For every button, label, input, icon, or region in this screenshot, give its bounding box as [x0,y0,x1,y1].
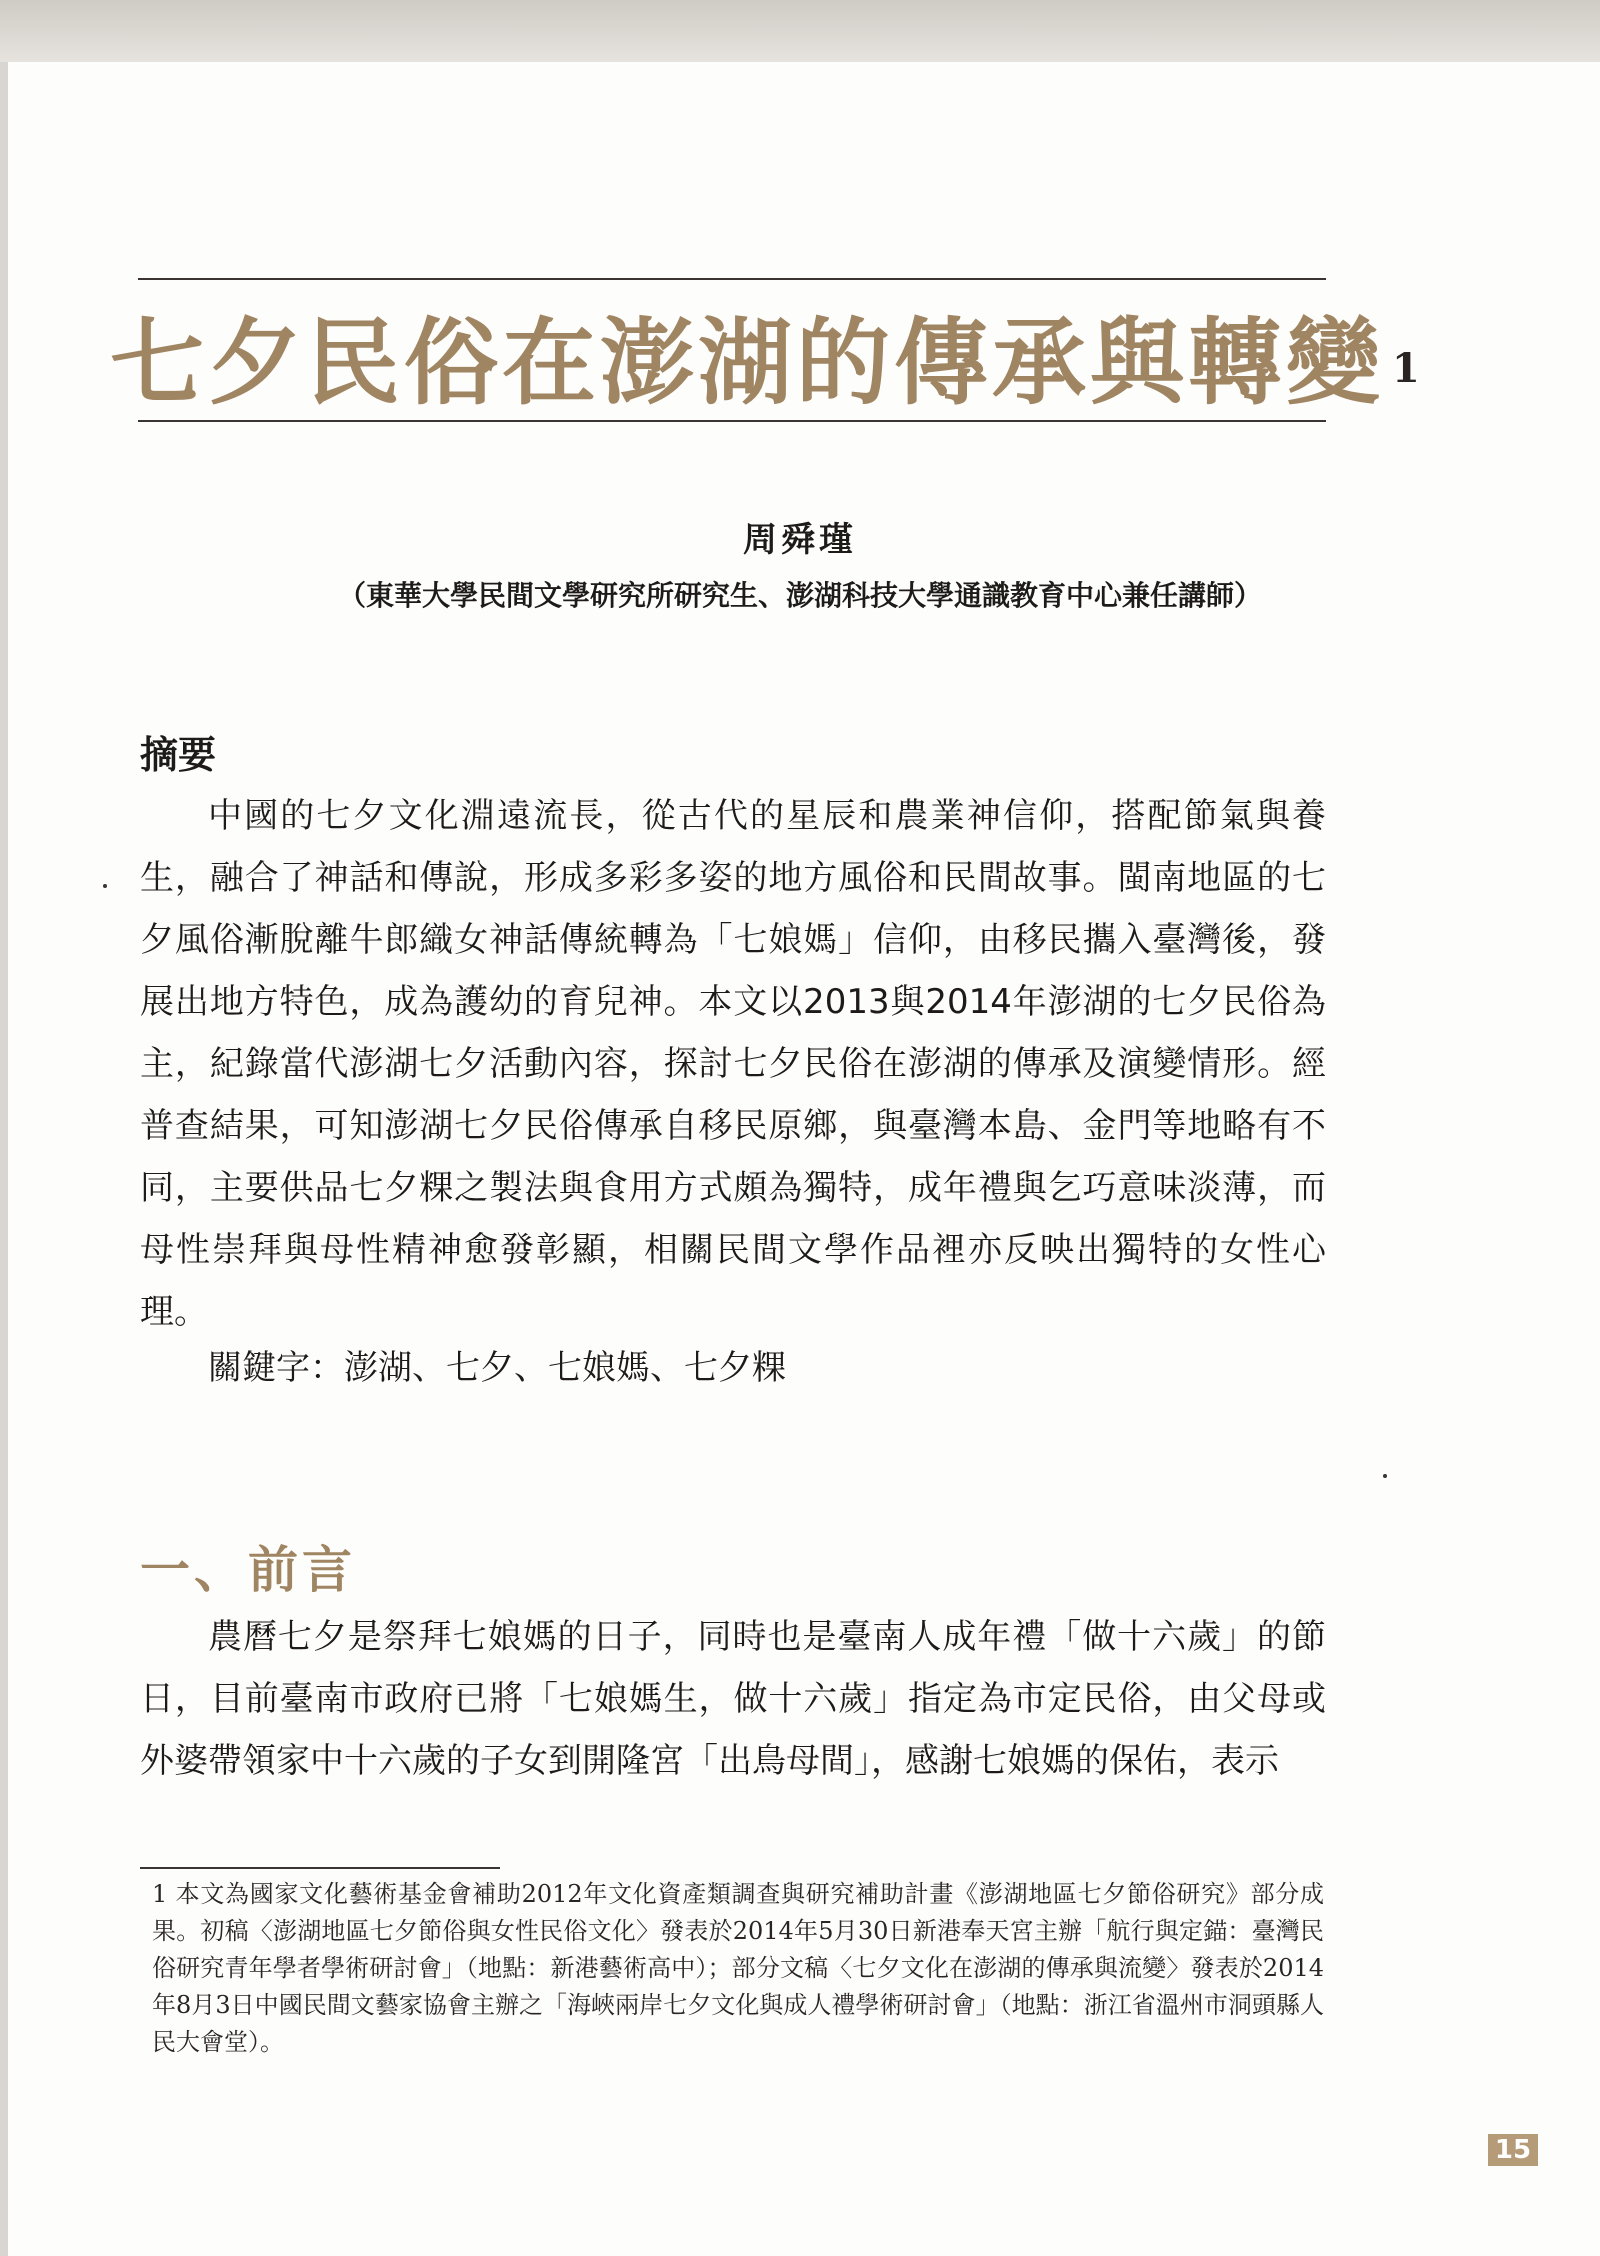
title-rule-bottom [138,420,1326,422]
title-rule-top [138,278,1326,280]
scan-speck [1383,1474,1387,1478]
introduction-paragraph: 農曆七夕是祭拜七娘媽的日子，同時也是臺南人成年禮「做十六歲」的節日，目前臺南市政府已將「七娘媽生，做十六歲」指定為市定民俗，由父母或外婆帶領家中十六歲的子女到開隆宮「出鳥母間」，感謝七娘媽的保佑，表示 [140,1617,1326,1781]
author-affiliation: （東華大學民間文學研究所研究生、澎湖科技大學通識教育中心兼任講師） [337,579,1262,612]
keywords: 關鍵字：澎湖、七夕、七娘媽、七夕粿 [208,1348,786,1388]
footnote-1: 1 本文為國家文化藝術基金會補助2012年文化資產類調查與研究補助計畫《澎湖地區七夕節俗研究》部分成果。初稿〈澎湖地區七夕節俗與女性民俗文化〉發表於2014年5月30日新港奉天宮主辦「航行與定錨：臺灣民俗研究青年學者學術研討會」（地點：新港藝術高中）；部分文稿〈七夕文化在澎湖的傳承與流變〉發表於2014年8月3日中國民間文藝家協會主辦之「海峽兩岸七夕文化與成人禮學術研討會」（地點：浙江省溫州市洞頭縣人民大會堂）。 [152,1880,1324,2056]
scan-top-margin [0,0,1600,62]
article-title [110,308,1424,418]
page-number: 15 [1488,2134,1538,2166]
title-footnote-marker[interactable]: 1 [1392,345,1424,392]
section-heading-introduction: 一、前言 [140,1541,356,1599]
article-title-text: 七夕民俗在澎湖的傳承與轉變 [110,308,1385,418]
author-name: 周舜瑾 [743,520,857,560]
abstract-heading: 摘要 [140,733,217,777]
footnote-separator [140,1867,500,1869]
scan-speck [103,884,107,888]
abstract-paragraph: 中國的七夕文化淵遠流長，從古代的星辰和農業神信仰，搭配節氣與養生，融合了神話和傳說，形成多彩多姿的地方風俗和民間故事。閩南地區的七夕風俗漸脫離牛郎織女神話傳統轉為「七娘媽」信仰，由移民攜入臺灣後，發展出地方特色，成為護幼的育兒神。本文以2013與2014年澎湖的七夕民俗為主，紀錄當代澎湖七夕活動內容，探討七夕民俗在澎湖的傳承及演變情形。經普查結果，可知澎湖七夕民俗傳承自移民原鄉，與臺灣本島、金門等地略有不同，主要供品七夕粿之製法與食用方式頗為獨特，成年禮與乞巧意味淡薄，而母性崇拜與母性精神愈發彰顯，相關民間文學作品裡亦反映出獨特的女性心理。 [140,796,1326,1332]
